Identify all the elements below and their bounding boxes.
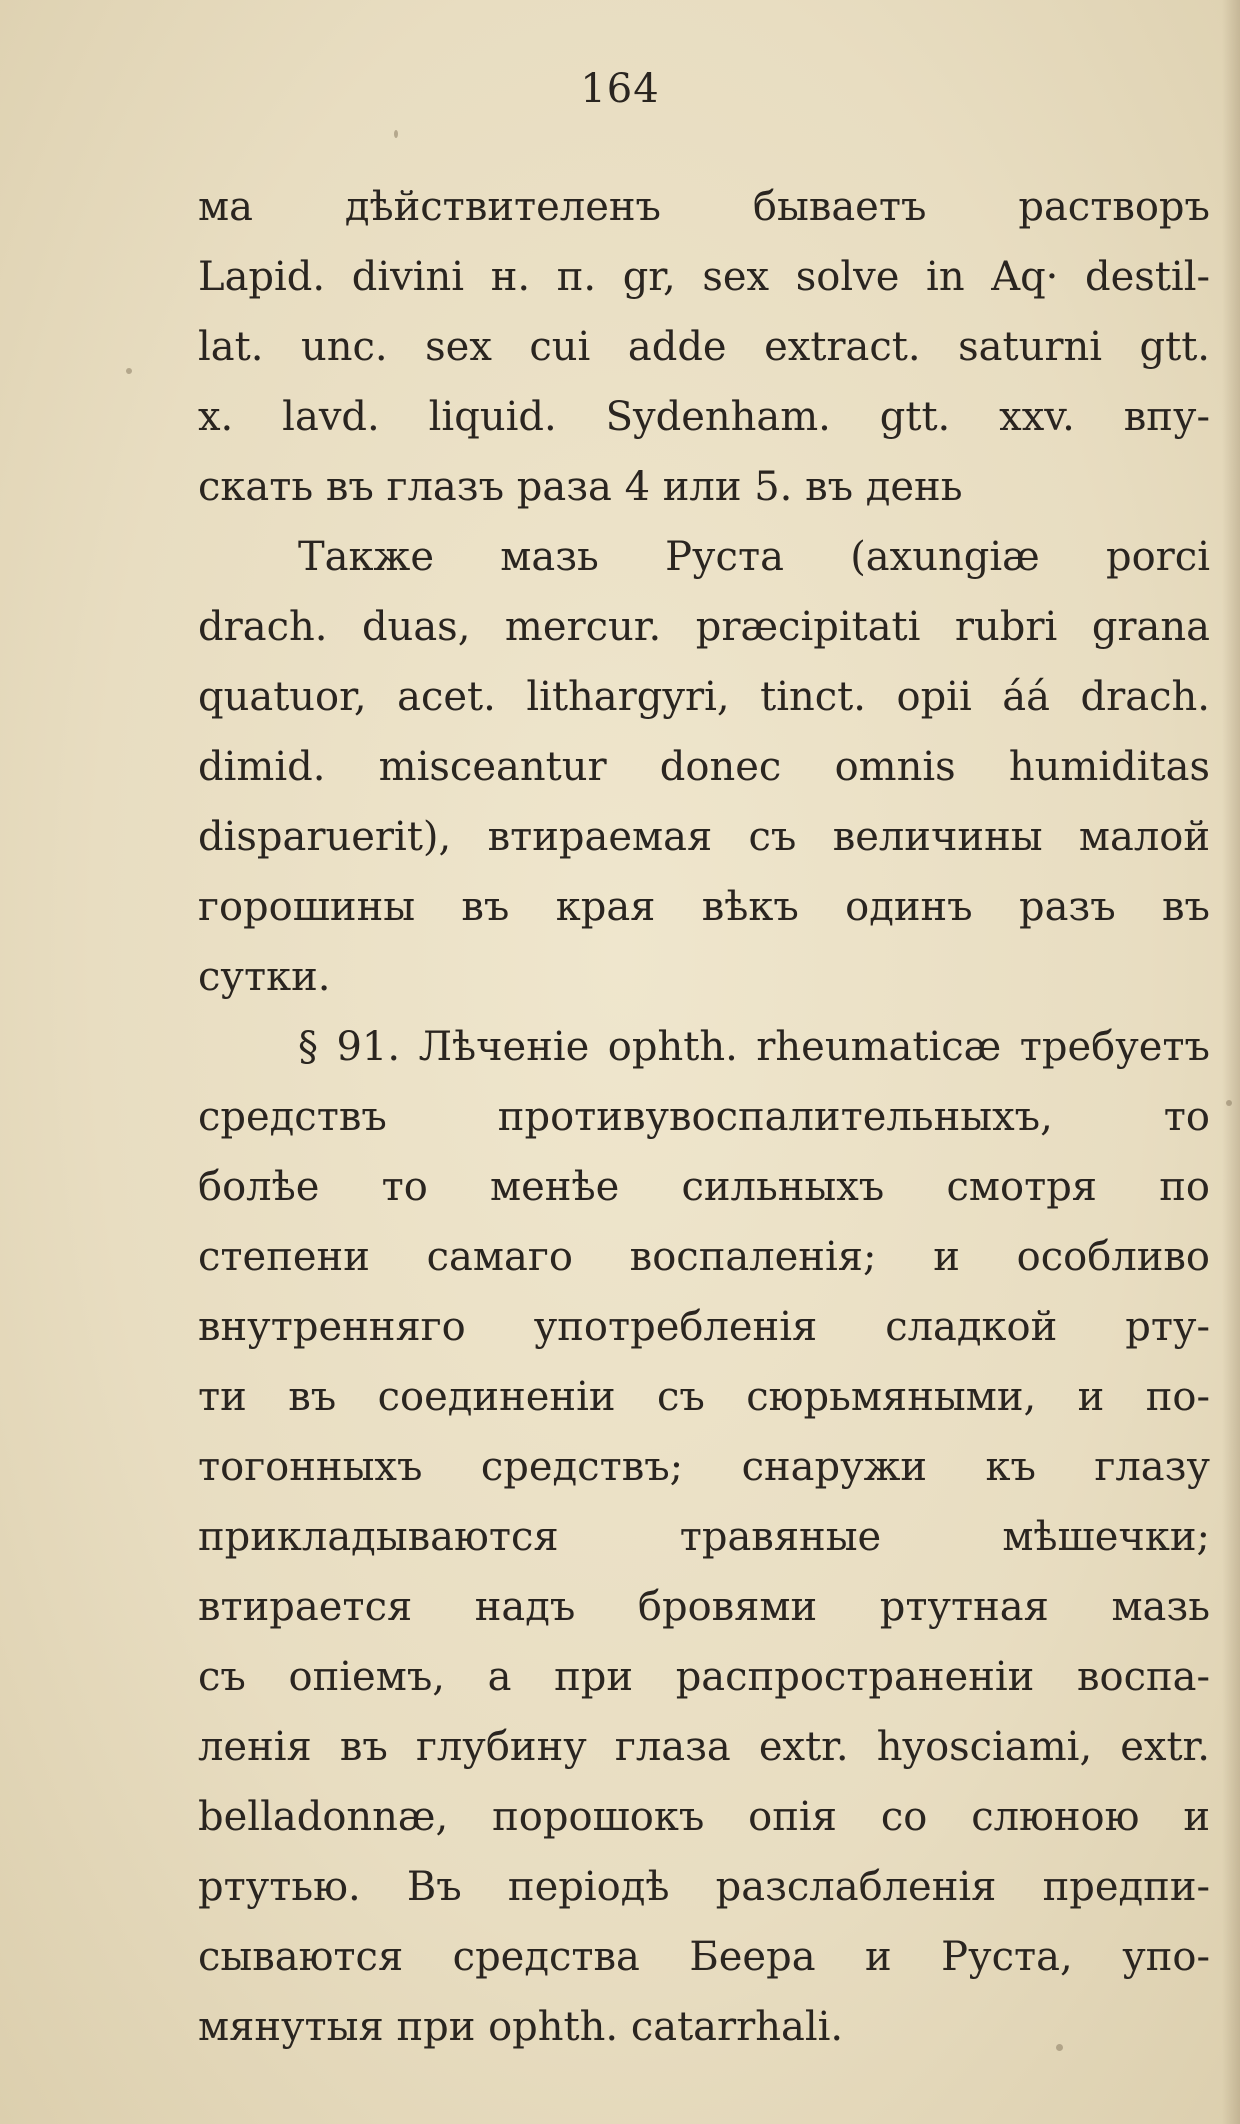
text-line: скать въ глазъ раза 4 или 5. въ день — [198, 464, 963, 510]
text-line: средствъ противувоспалительныхъ, то — [198, 1094, 1210, 1140]
text-line: прикладываются травяные мѣшечки; — [198, 1514, 1210, 1560]
paragraph-start-line: Также мазь Руста (axungiæ porci — [298, 534, 1210, 580]
text-line: горошины въ края вѣкъ одинъ разъ въ — [198, 884, 1210, 930]
page-number: 164 — [580, 66, 660, 112]
paper-speck — [126, 368, 132, 374]
text-line: болѣе то менѣе сильныхъ смотря по — [198, 1164, 1210, 1210]
text-line: ртутью. Въ періодѣ разслабленія предпи- — [198, 1864, 1210, 1910]
text-line: тогонныхъ средствъ; снаружи къ глазу — [198, 1444, 1210, 1490]
text-line: belladonnæ, порошокъ опія со слюною и — [198, 1794, 1210, 1840]
section-heading-line: § 91. Лѣченіе ophth. rheumaticæ требуетъ — [298, 1024, 1210, 1070]
text-line: сутки. — [198, 954, 331, 1000]
text-line: мянутыя при ophth. catarrhali. — [198, 2004, 844, 2050]
text-line: x. lavd. liquid. Sydenham. gtt. xxv. впу- — [198, 394, 1210, 440]
text-line: ленія въ глубину глаза extr. hyosciami, extr. — [198, 1724, 1210, 1770]
text-line: ти въ соединеніи съ сюрьмяными, и по- — [198, 1374, 1210, 1420]
body-text — [198, 172, 1210, 2062]
text-line: втирается надъ бровями ртутная мазь — [198, 1584, 1210, 1630]
text-line: drach. duas, mercur. præcipitati rubri grana — [198, 604, 1210, 650]
text-line: dimid. misceantur donec omnis humiditas — [198, 744, 1210, 790]
paper-speck — [1056, 2044, 1063, 2051]
paper-speck — [1226, 1100, 1232, 1106]
text-line: quatuor, acet. lithargyri, tinct. opii áá drach. — [198, 674, 1210, 720]
page-edge-shadow — [1222, 0, 1240, 2124]
text-line: ма дѣйствителенъ бываетъ растворъ — [198, 184, 1210, 230]
text-line: съ опіемъ, а при распространеніи воспа- — [198, 1654, 1210, 1700]
paper-speck — [394, 130, 398, 138]
text-line: внутренняго употребленія сладкой рту- — [198, 1304, 1210, 1350]
text-line: lat. unc. sex cui adde extract. saturni gtt. — [198, 324, 1210, 370]
text-line: сываются средства Беера и Руста, упо- — [198, 1934, 1210, 1980]
text-line: степени самаго воспаленія; и особливо — [198, 1234, 1210, 1280]
text-line: disparuerit), втираемая съ величины малой — [198, 814, 1210, 860]
text-line: Lapid. divini н. п. gr, sex solve in Aq· destil- — [198, 254, 1210, 300]
